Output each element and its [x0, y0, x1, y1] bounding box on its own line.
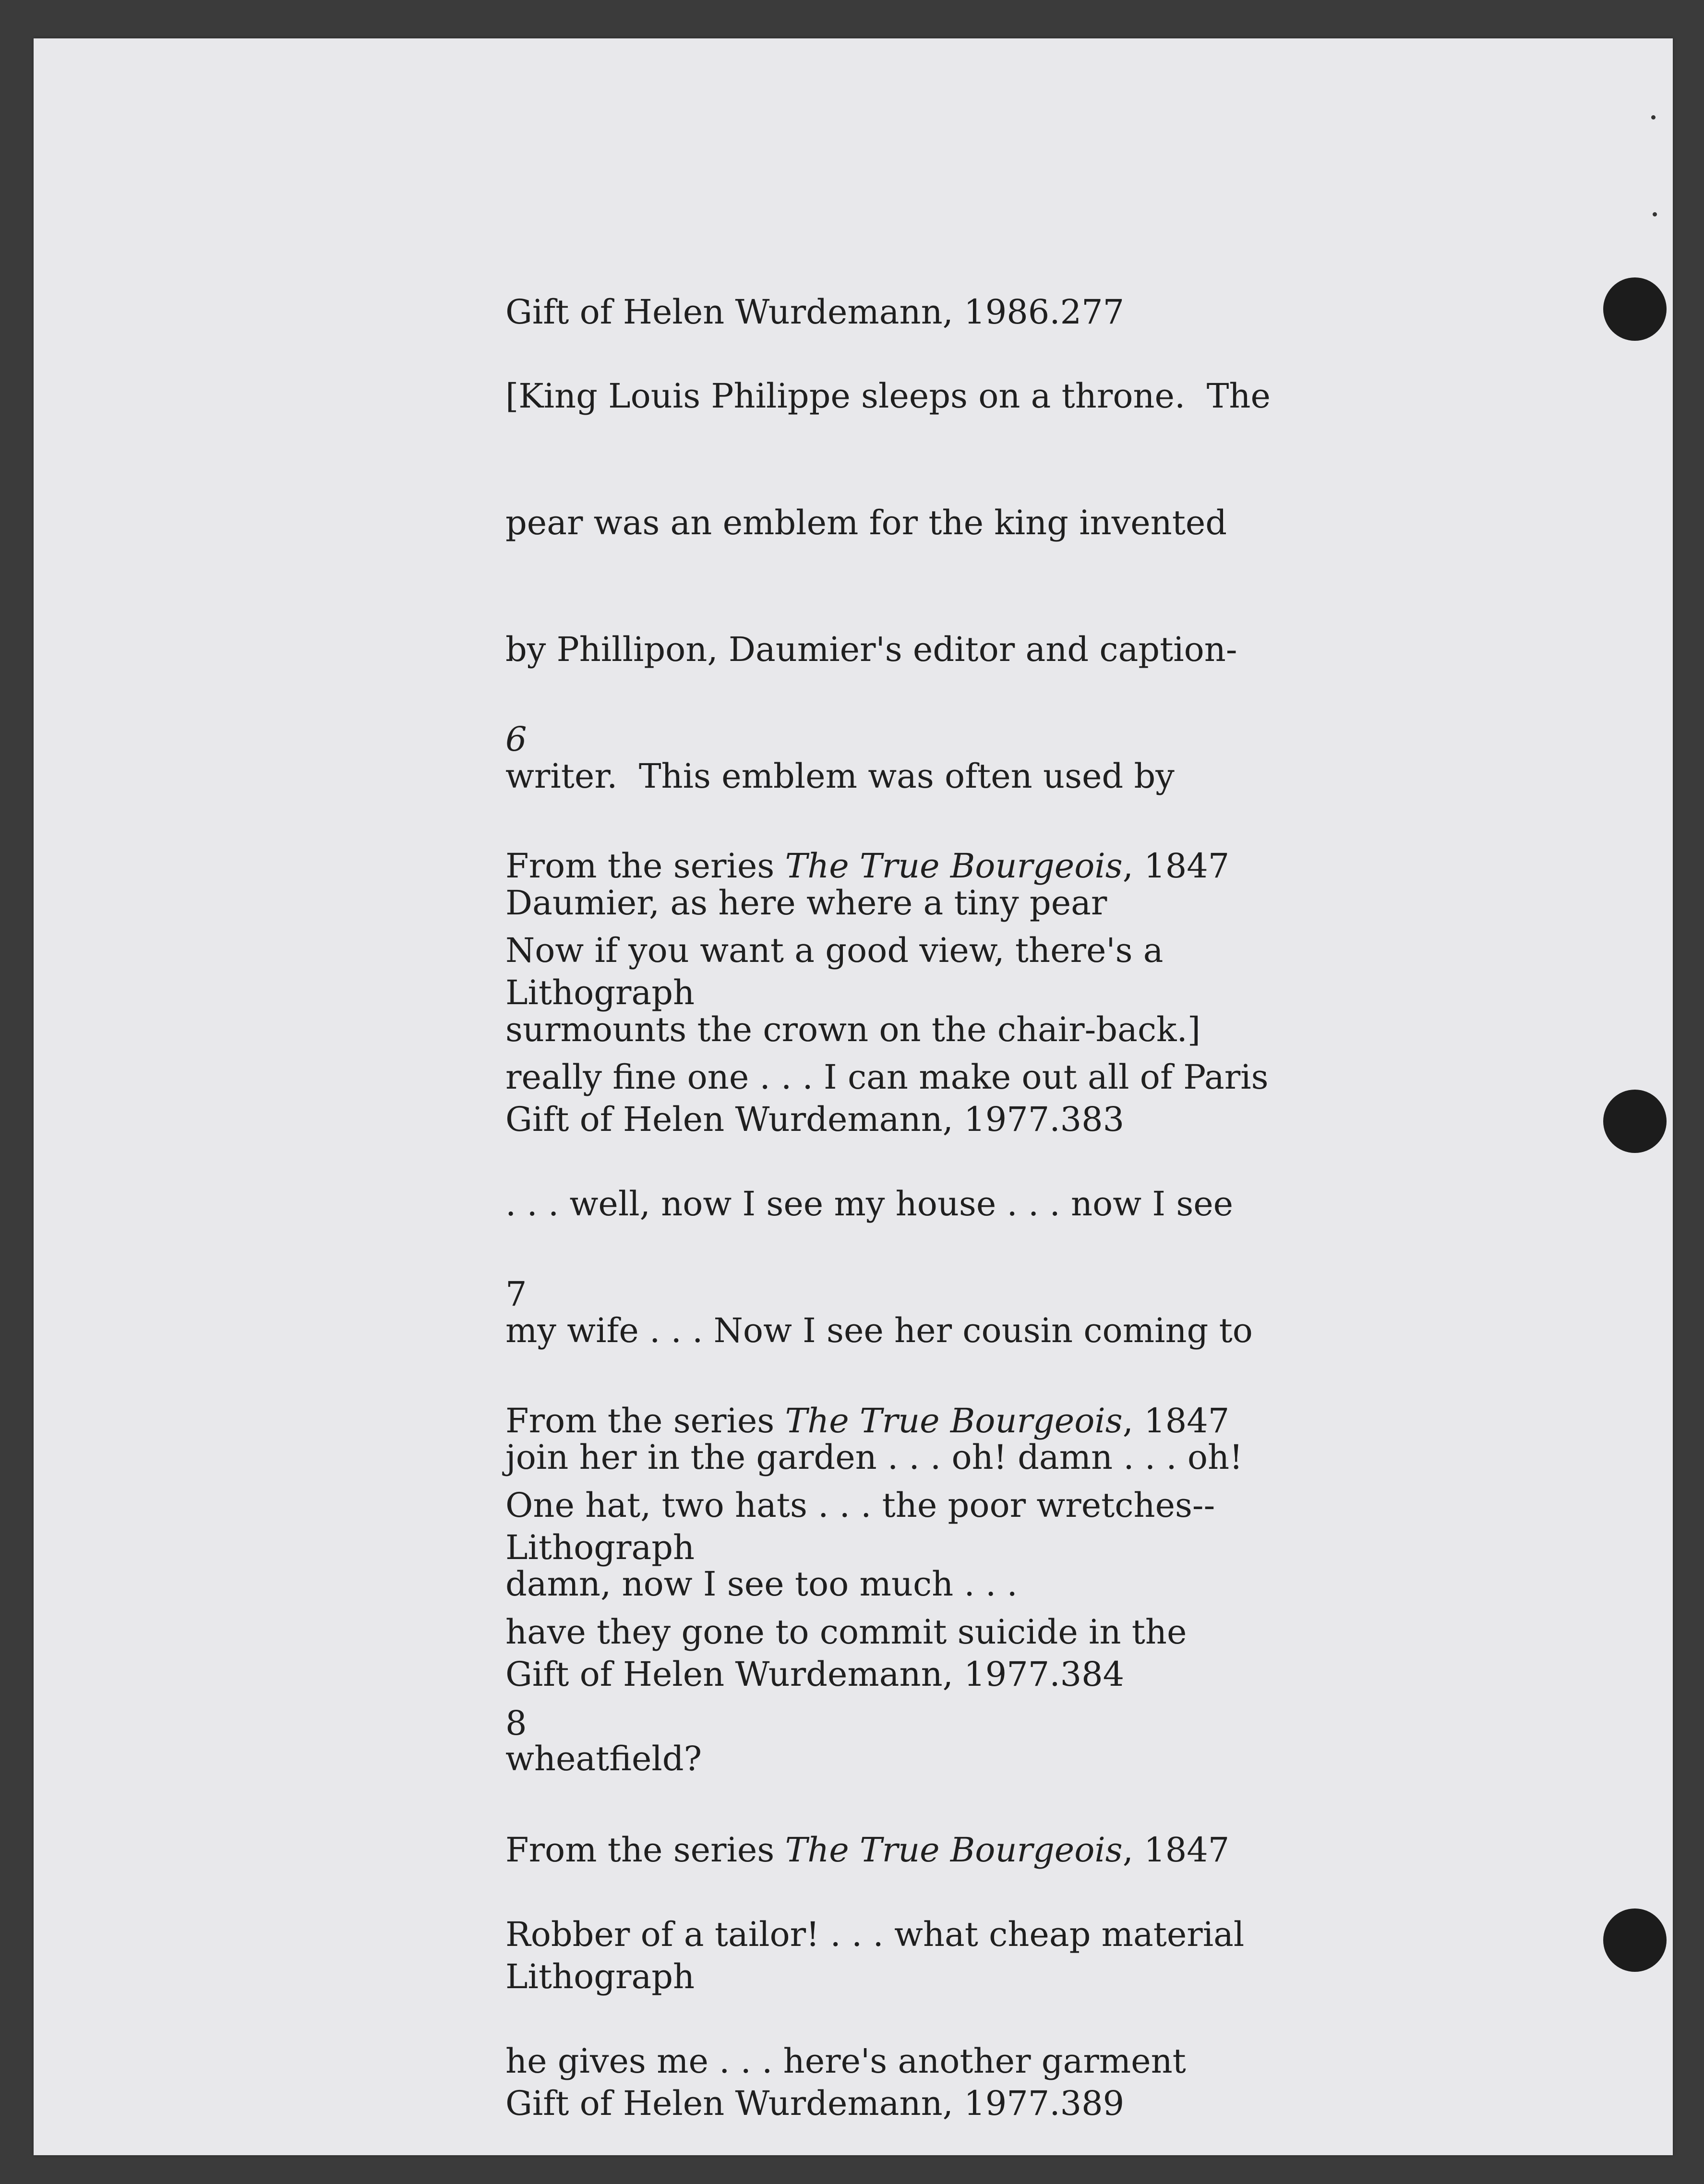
caption-line: join her in the garden . . . oh! damn . . . oh!: [505, 1438, 1243, 1477]
entry-credit: Gift of Helen Wurdemann, 1977.383: [505, 1100, 1125, 1139]
paper-speck: [1651, 115, 1656, 120]
caption-line: Now if you want a good view, there's a: [505, 931, 1164, 970]
entry-series: From the series The True Bourgeois, 1847: [505, 1401, 1230, 1440]
caption-line: really fine one . . . I can make out all of Paris: [505, 1057, 1269, 1097]
document-page: [34, 38, 1673, 2155]
top-credit: Gift of Helen Wurdemann, 1986.277: [505, 292, 1125, 332]
entry-credit: Gift of Helen Wurdemann, 1977.389: [505, 2084, 1125, 2123]
series-title: The True Bourgeois: [785, 1401, 1123, 1440]
binder-hole: [1603, 277, 1667, 341]
note-line: [King Louis Philippe sleeps on a throne. The: [505, 376, 1271, 416]
caption-line: . . . well, now I see my house . . . now I see: [505, 1184, 1234, 1224]
entry-number: 6: [505, 720, 527, 759]
entry-medium: Lithograph: [505, 1957, 695, 1996]
entry-medium: Lithograph: [505, 1528, 695, 1567]
caption-line: Robber of a tailor! . . . what cheap material: [505, 1915, 1245, 1954]
entry-8-caption: [505, 1829, 1244, 2167]
binder-hole: [1603, 1908, 1667, 1972]
series-title: The True Bourgeois: [785, 1830, 1123, 1870]
caption-line: he gives me . . . here's another garment: [505, 2041, 1186, 2081]
note-line: by Phillipon, Daumier's editor and caption-: [505, 630, 1237, 669]
caption-line: have they gone to commit suicide in the: [505, 1612, 1187, 1652]
caption-line: One hat, two hats . . . the poor wretches--: [505, 1486, 1215, 1525]
entry-series: From the series The True Bourgeois, 1847: [505, 846, 1230, 886]
note-line: Daumier, as here where a tiny pear: [505, 883, 1107, 923]
note-line: pear was an emblem for the king invented: [505, 503, 1227, 542]
entry-series: From the series The True Bourgeois, 1847: [505, 1830, 1230, 1870]
caption-line: damn, now I see too much . . .: [505, 1564, 1018, 1604]
note-line: surmounts the crown on the chair-back.]: [505, 1010, 1201, 1049]
note-line: writer. This emblem was often used by: [505, 756, 1175, 796]
entry-number: 8: [505, 1704, 527, 1743]
caption-line: my wife . . . Now I see her cousin coming to: [505, 1311, 1253, 1350]
binder-hole: [1603, 1090, 1667, 1153]
paper-speck: [1653, 212, 1657, 216]
entry-number: 7: [505, 1274, 527, 1314]
caption-line: wheatfield?: [505, 1739, 702, 1778]
entry-credit: Gift of Helen Wurdemann, 1977.384: [505, 1655, 1125, 1694]
series-title: The True Bourgeois: [785, 846, 1123, 886]
entry-medium: Lithograph: [505, 973, 695, 1012]
